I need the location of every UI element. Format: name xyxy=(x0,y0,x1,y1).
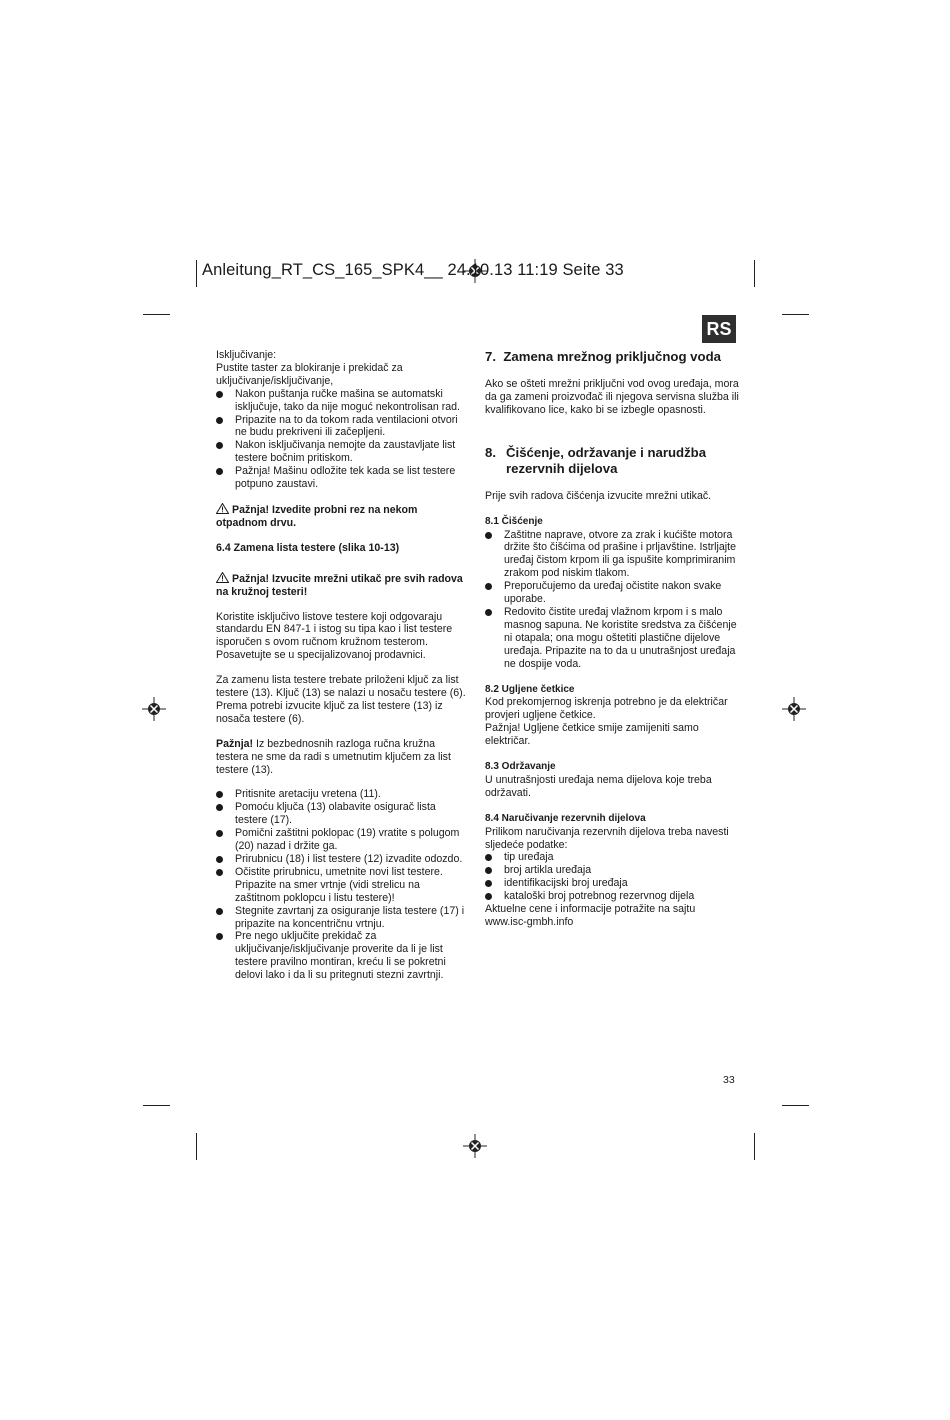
bullet-icon xyxy=(216,791,223,798)
crop-mark xyxy=(196,260,197,287)
paragraph: Za zamenu lista testere trebate priloženi ključ za list testere (13). Ključ (13) se nalazi u nosaču testere (6). Prema potrebi izvucite ključ za list testere (13) iz nosača testere (6). xyxy=(216,674,466,725)
intro-title: Isključivanje: xyxy=(216,349,277,361)
bullet-icon xyxy=(485,609,492,616)
paragraph: Ako se ošteti mrežni priključni vod ovog uređaja, mora da ga zameni proizvođač ili njegova servisna služba ili kvalifikovano lice, kako bi se izbegle opasnosti. xyxy=(485,378,739,416)
list-item: Pomoću ključa (13) olabavite osigurač lista testere (17). xyxy=(216,801,468,827)
crop-mark xyxy=(754,1133,755,1160)
list-item: Nakon isključivanja nemojte da zaustavljate list testere bočnim pritiskom. xyxy=(216,439,468,465)
right-column xyxy=(485,349,741,929)
warning-note: Pažnja! Izvedite probni rez na nekom otpadnom drvu. xyxy=(216,503,418,529)
bullet-icon xyxy=(216,391,223,398)
crop-mark xyxy=(782,314,809,315)
paragraph: Koristite isključivo listove testere koji odgovaraju standardu EN 847-1 i istog su tipa kao i list testere isporučen s ovom ručnom kružnom testerom. Posavetujte se u specijalizovanoj prodavnici. xyxy=(216,610,453,662)
bullet-icon xyxy=(216,908,223,915)
warning-triangle-icon xyxy=(216,572,229,583)
bullet-icon xyxy=(216,856,223,863)
bullet-icon xyxy=(485,532,492,539)
crop-mark xyxy=(754,260,755,287)
page-number: 33 xyxy=(723,1074,735,1086)
list-item: Pomični zaštitni poklopac (19) vratite s polugom (20) nazad i držite ga. xyxy=(216,827,468,853)
section-heading-8: 8. Čišćenje, održavanje i narudžba rezervnih dijelova xyxy=(485,444,707,476)
bullet-icon xyxy=(216,468,223,475)
website-link: www.isc-gmbh.info xyxy=(485,916,574,928)
bullet-icon xyxy=(216,933,223,940)
bullet-icon xyxy=(216,442,223,449)
bullet-list xyxy=(216,388,468,491)
list-item: Zaštitne naprave, otvore za zrak i kućište motora držite što čišćima od prašine i prljavštine. Istrljajte uređaj čistom krpom ili ga ispušite komprimiranim zrakom pod niskim tlakom. xyxy=(485,529,741,581)
paragraph: Aktuelne cene i informacije potražite na sajtu xyxy=(485,903,696,916)
subsection-heading: 8.3 Održavanje xyxy=(485,761,556,773)
paragraph: Pažnja! Iz bezbednosnih razloga ručna kružna testera ne sme da radi s umetnutim ključem za list testere (13). xyxy=(216,737,451,776)
section-heading: 6.4 Zamena lista testere (slika 10-13) xyxy=(216,541,400,554)
registration-mark-icon xyxy=(782,697,806,721)
subsection-heading: 8.2 Ugljene četkice xyxy=(485,683,575,695)
list-item: kataloški broj potrebnog rezervnog dijela xyxy=(485,890,741,903)
crop-mark xyxy=(782,1105,809,1106)
warning-note: Pažnja! Izvucite mrežni utikač pre svih radova na kružnoj testeri! xyxy=(216,572,463,598)
paragraph: Kod prekomjernog iskrenja potrebno je da električar provjeri ugljene četkice. xyxy=(485,696,728,722)
list-item: identifikacijski broj uređaja xyxy=(485,877,741,890)
bullet-icon xyxy=(216,417,223,424)
print-slug-header: Anleitung_RT_CS_165_SPK4__ 24.10.13 11:19 Seite 33 xyxy=(202,261,624,279)
language-badge: RS xyxy=(702,315,736,343)
subsection-heading: 8.4 Naručivanje rezervnih dijelova xyxy=(485,812,646,824)
crop-mark xyxy=(143,314,170,315)
list-item: Očistite prirubnicu, umetnite novi list testere. Pripazite na smer vrtnje (vidi strelicu na zaštitnom poklopcu i listu testere)! xyxy=(216,866,468,905)
bullet-icon xyxy=(485,893,492,900)
list-item: Preporučujemo da uređaj očistite nakon svake uporabe. xyxy=(485,580,741,606)
list-item: Pažnja! Mašinu odložite tek kada se list testere potpuno zaustavi. xyxy=(216,465,468,491)
paragraph: Prilikom naručivanja rezervnih dijelova treba navesti sljedeće podatke: xyxy=(485,825,729,851)
list-item: Pritisnite aretaciju vretena (11). xyxy=(216,788,468,801)
list-item: Nakon puštanja ručke mašina se automatski isključuje, tako da nije moguć nekontrolisan rad. xyxy=(216,388,468,414)
bullet-icon xyxy=(216,804,223,811)
section-heading-7: 7. Zamena mrežnog priključnog voda xyxy=(485,349,721,364)
bullet-icon xyxy=(485,867,492,874)
bullet-icon xyxy=(216,830,223,837)
paragraph: U unutrašnjosti uređaja nema dijelova koje treba održavati. xyxy=(485,773,712,799)
subsection-heading: 8.1 Čišćenje xyxy=(485,515,543,527)
left-column xyxy=(216,349,468,982)
list-item: Pre nego uključite prekidač za uključivanje/isključivanje proverite da li je list testere pravilno montiran, kreću li se pokretni delovi lako i da li su pritegnuti stezni zavrtnji. xyxy=(216,930,468,982)
bullet-icon xyxy=(485,583,492,590)
intro-text: Pustite taster za blokiranje i prekidač za uključivanje/isključivanje, xyxy=(216,361,403,387)
paragraph: Prije svih radova čišćenja izvucite mrežni utikač. xyxy=(485,489,712,502)
crop-mark xyxy=(196,1133,197,1160)
list-item: tip uređaja xyxy=(485,851,741,864)
bullet-list xyxy=(485,851,741,903)
list-item: Redovito čistite uređaj vlažnom krpom i s malo masnog sapuna. Ne koristite sredstva za čišćenje ni otapala; ona mogu oštetiti plastične dijelove uređaja. Pripazite na to da u unutrašnjost uređaja ne dospije voda. xyxy=(485,606,741,671)
bullet-icon xyxy=(485,880,492,887)
list-item: Prirubnicu (18) i list testere (12) izvadite odozdo. xyxy=(216,853,468,866)
list-item: Pripazite na to da tokom rada ventilacioni otvori ne budu prekriveni ili začepljeni. xyxy=(216,414,468,440)
registration-mark-icon xyxy=(463,1134,487,1158)
list-item: broj artikla uređaja xyxy=(485,864,741,877)
registration-mark-icon xyxy=(142,697,166,721)
paragraph: Pažnja! Ugljene četkice smije zamijeniti samo električar. xyxy=(485,722,699,748)
crop-mark xyxy=(143,1105,170,1106)
bullet-icon xyxy=(216,869,223,876)
bullet-list xyxy=(485,529,741,671)
bullet-icon xyxy=(485,854,492,861)
bullet-list xyxy=(216,788,468,982)
list-item: Stegnite zavrtanj za osiguranje lista testere (17) i pripazite na koncentričnu vrtnju. xyxy=(216,905,468,931)
warning-triangle-icon xyxy=(216,503,229,514)
